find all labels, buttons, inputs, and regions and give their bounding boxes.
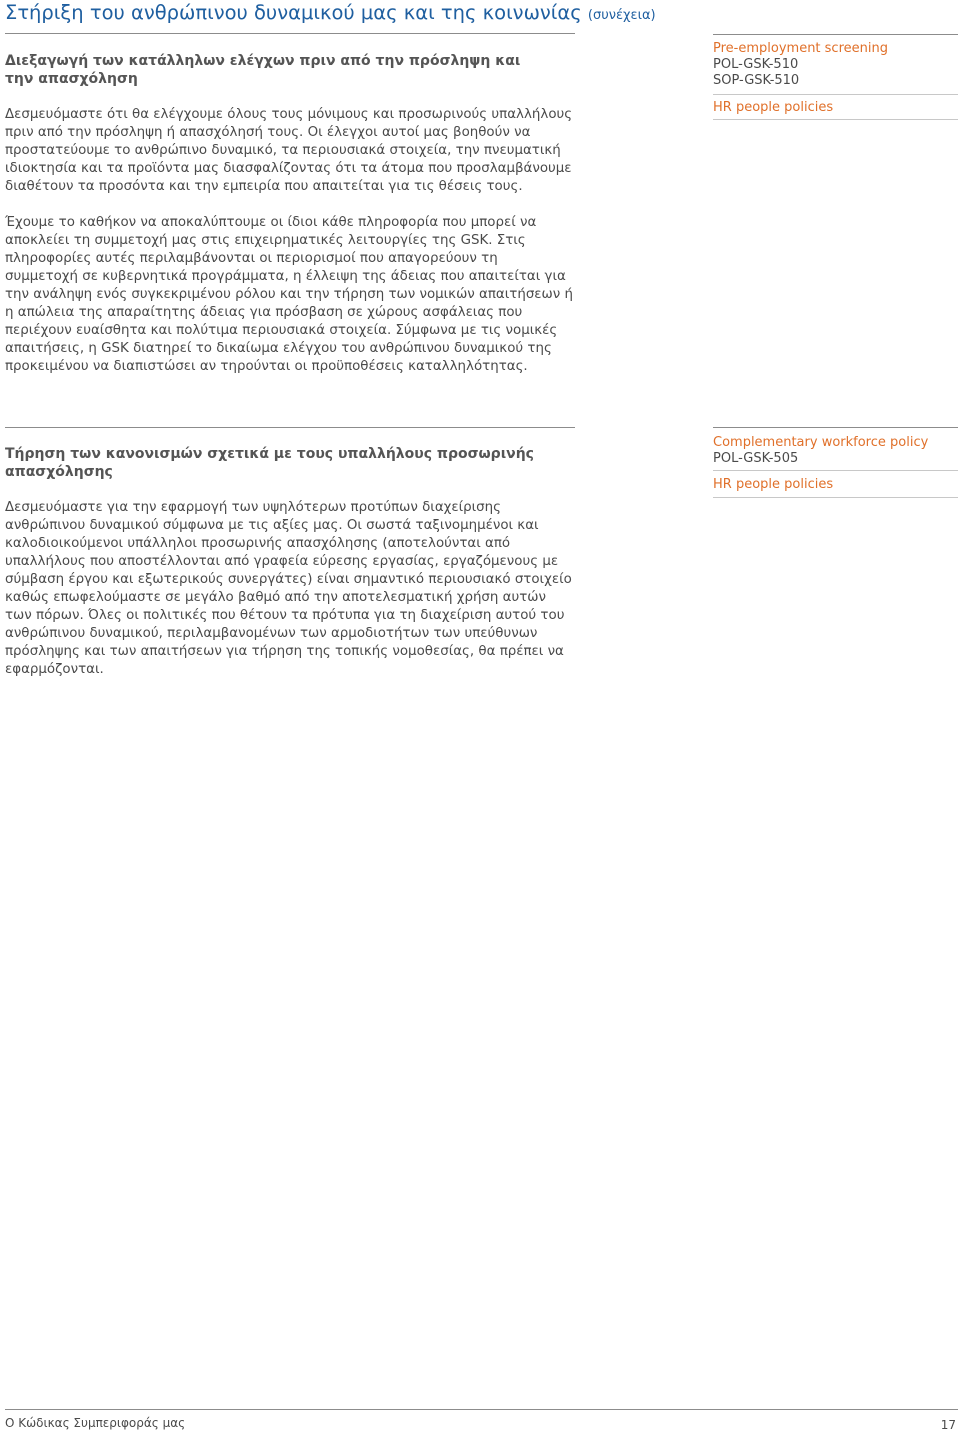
- page-title-suffix: (συνέχεια): [587, 8, 656, 23]
- section1-sidebar-top-rule: [713, 34, 958, 35]
- page-title-text: Στήριξη του ανθρώπινου δυναμικού μας και της κοινωνίας: [5, 1, 582, 24]
- section2-sidebar-top-rule: [713, 427, 958, 428]
- section2-heading: Τήρηση των κανονισμών σχετικά με τους υπαλλήλους προσωρινής απασχόλησης: [5, 446, 534, 480]
- section2-sidebar: [713, 435, 958, 467]
- hr-people-policies-link[interactable]: HR people policies: [713, 100, 834, 115]
- section1-sidebar-hr: [713, 100, 958, 116]
- policy-code: POL-GSK-505: [713, 451, 799, 466]
- section1-heading: Διεξαγωγή των κατάλληλων ελέγχων πριν από την πρόσληψη και την απασχόληση: [5, 53, 521, 87]
- section1-sidebar: [713, 41, 958, 89]
- policy-code: POL-GSK-510: [713, 57, 799, 72]
- section2-sidebar-hr: [713, 477, 958, 493]
- section1-sidebar-bottom-rule: [713, 119, 958, 120]
- footer-divider: [5, 1409, 958, 1410]
- footer-doc-title: Ο Κώδικας Συμπεριφοράς μας: [5, 1416, 186, 1430]
- section2-paragraph-1: Δεσμευόμαστε για την εφαρμογή των υψηλότερων προτύπων διαχείρισης ανθρώπινου δυναμικού σύμφωνα με τις αξίες μας. Οι σωστά ταξινομημένοι και καλοδιοικούμενοι υπάλληλοι προσωρινής απασχόλησης (αποτελούνται από υπαλλήλους που αποστέλλονται από γραφεία εύρεσης εργασίας, εργαζόμενους με σύμβαση έργου και εξωτερικούς συνεργάτες) είναι σημαντικό περιουσιακό στοιχείο καθώς επωφελούμαστε σε μεγάλο βαθμό από την αποτελεσματική χρήση αυτών των πόρων. Όλες οι πολιτικές που θέτουν τα πρότυπα για τη διαχείριση αυτού του ανθρώπινου δυναμικού, περιλαμβανομένων των αρμοδιοτήτων των υπεύθυνων πρόσληψης και των απαιτήσεων για τήρηση της τοπικής νομοθεσίας, θα πρέπει να εφαρμόζονται.: [5, 500, 572, 677]
- pre-employment-screening-link[interactable]: Pre-employment screening: [713, 41, 888, 56]
- section2-divider: [5, 427, 575, 428]
- section1-paragraph-2: Έχουμε το καθήκον να αποκαλύπτουμε οι ίδιοι κάθε πληροφορία που μπορεί να αποκλείει τη συμμετοχή μας στις επιχειρηματικές λειτουργίες της GSK. Στις πληροφορίες αυτές περιλαμβάνονται οι περιορισμοί που απαγορεύουν τη συμμετοχή σε κυβερνητικά προγράμματα, η έλλειψη της άδειας που απαιτείται για την ανάληψη ενός συγκεκριμένου ρόλου και την τήρηση των νομικών απαιτήσεων ή η απώλεια της απαραίτητης άδειας για πρόσβαση σε χώρους ασφάλειας που περιέχουν ευαίσθητα και πολύτιμα περιουσιακά στοιχεία. Σύμφωνα με τις νομικές απαιτήσεις, η GSK διατηρεί το δικαίωμα ελέγχου του ανθρώπινου δυναμικού της προκειμένου να διαπιστώσει αν τηρούνται οι προϋποθέσεις καταλληλότητας.: [5, 215, 573, 374]
- page-number: 17: [940, 1418, 956, 1432]
- page-title: [5, 0, 955, 29]
- section2-sidebar-mid-rule: [713, 470, 958, 471]
- section1-paragraph-1: Δεσμευόμαστε ότι θα ελέγχουμε όλους τους μόνιμους και προσωρινούς υπαλλήλους πριν από την πρόσληψη ή απασχόλησή τους. Οι έλεγχοι αυτοί μας βοηθούν να προστατεύουμε το ανθρώπινο δυναμικό, τα περιουσιακά στοιχεία, την πνευματική ιδιοκτησία και τα προϊόντα μας διασφαλίζοντας ότι τα άτομα που προσλαμβάνουμε διαθέτουν τα προσόντα και την εμπειρία που απαιτείται για τις θέσεις τους.: [5, 107, 573, 194]
- hr-people-policies-link[interactable]: HR people policies: [713, 477, 834, 492]
- title-divider: [5, 33, 575, 34]
- complementary-workforce-policy-link[interactable]: Complementary workforce policy: [713, 435, 929, 450]
- section1-sidebar-mid-rule: [713, 94, 958, 95]
- section2-sidebar-bottom-rule: [713, 497, 958, 498]
- sop-code: SOP-GSK-510: [713, 73, 800, 88]
